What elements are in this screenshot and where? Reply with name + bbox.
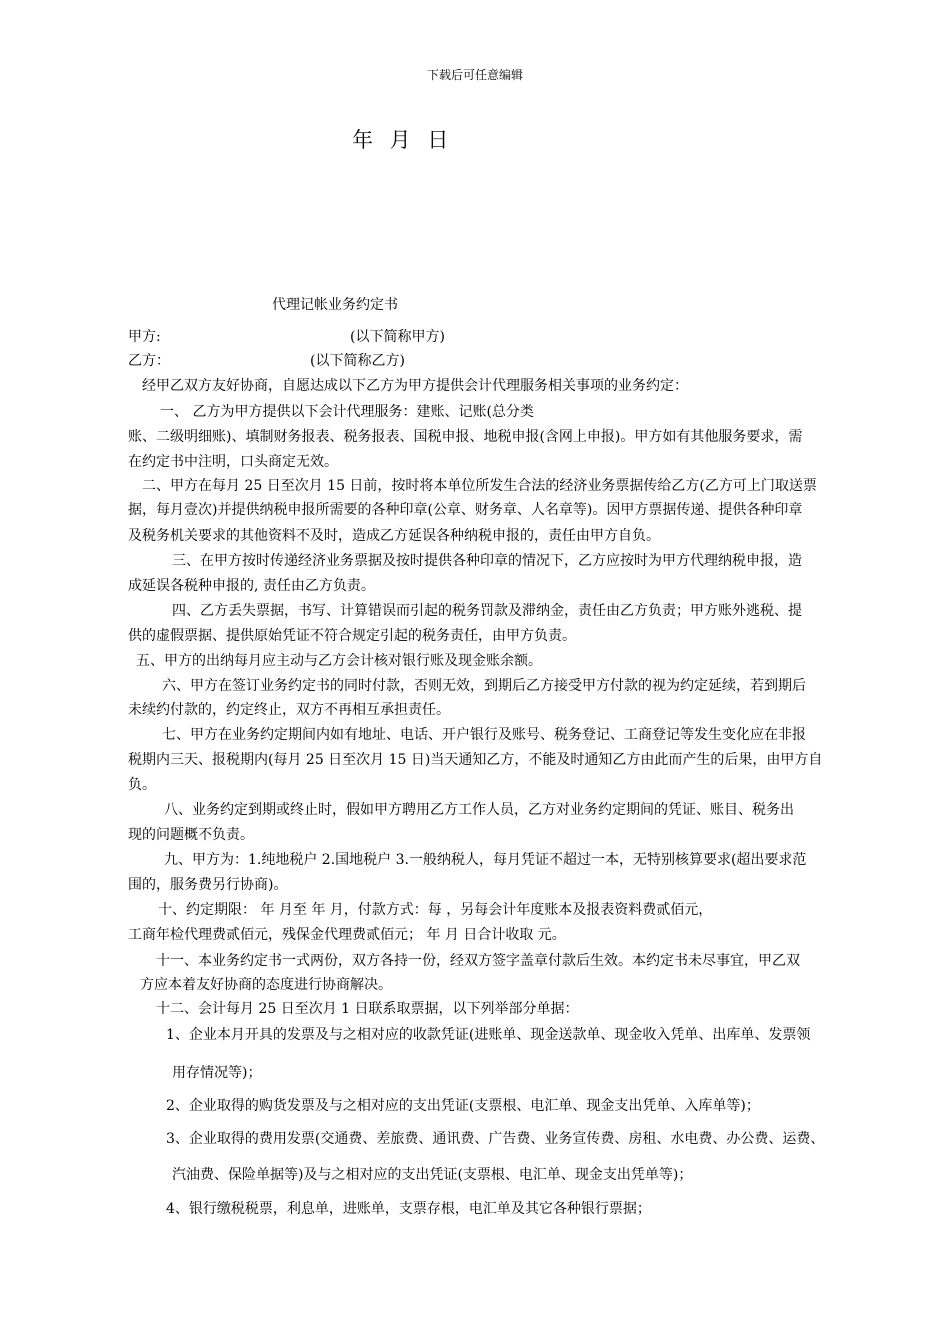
clause-7-line-2: 税期内三天、报税期内(每月 25 日至次月 15 日)当天通知乙方，不能及时通知乙方由此而产生的后果，由甲方自 [128,752,823,768]
party-b-label: 乙方： [128,353,170,369]
item-4: 4、银行缴税税票，利息单，进账单，支票存根，电汇单及其它各种银行票据； [166,1201,651,1217]
clause-7-line-3: 负。 [128,777,156,793]
clause-8-line-2: 现的问题概不负责。 [128,827,254,843]
party-a-note: (以下简称甲方) [350,329,445,345]
item-1-line-2: 用存情况等)； [172,1065,262,1081]
clause-6-line-2: 未续约付款的，约定终止，双方不再相互承担责任。 [128,702,450,718]
clause-11-line-2: 方应本着友好协商的态度进行协商解决。 [140,977,392,993]
clause-3-line-2: 成延误各税种申报的, 责任由乙方负责。 [128,578,375,594]
clause-10-line-1: 十、约定期限： 年 月至 年 月，付款方式：每 ，另每会计年度账本及报表资料费贰佰元， [158,902,713,918]
clause-11-line-1: 十一、本业务约定书一式两份，双方各持一份，经双方签字盖章付款后生效。本约定书未尽事宜，甲乙双 [156,953,800,969]
clause-6-line-1: 六、甲方在签订业务约定书的同时付款，否则无效，到期后乙方接受甲方付款的视为约定延续，若到期后 [162,678,806,694]
clause-4-line-1: 四、乙方丢失票据，书写、计算错误而引起的税务罚款及滞纳金，责任由乙方负责；甲方账外逃税、提 [172,603,802,619]
clause-10-line-2: 工商年检代理费贰佰元，残保金代理费贰佰元； 年 月 日合计收取 元。 [128,927,566,943]
clause-4-line-2: 供的虚假票据、提供原始凭证不符合规定引起的税务责任，由甲方负责。 [128,628,576,644]
document-title: 代理记帐业务约定书 [272,297,398,313]
clause-3-line-1: 三、在甲方按时传递经济业务票据及按时提供各种印章的情况下，乙方应按时为甲方代理纳税申报，造 [172,553,802,569]
clause-9-line-1: 九、甲方为：1.纯地税户 2.国地税户 3.一般纳税人，每月凭证不超过一本，无特别核算要求(超出要求范 [164,852,807,868]
clause-9-line-2: 围的，服务费另行协商)。 [128,877,288,893]
item-1-line-1: 1、企业本月开具的发票及与之相对应的收款凭证(进账单、现金送款单、现金收入凭单、出库单、发票领 [166,1027,811,1043]
party-a-label: 甲方: [128,329,161,345]
clause-1-line-1: 一、 乙方为甲方提供以下会计代理服务：建账、记账(总分类 [160,404,534,420]
page-header-note: 下载后可任意编辑 [426,68,523,82]
clause-1-line-3: 在约定书中注明，口头商定无效。 [128,454,338,470]
clause-7-line-1: 七、甲方在业务约定期间内如有地址、电话、开户银行及账号、税务登记、工商登记等发生变化应在非报 [162,727,806,743]
party-b-note: (以下简称乙方) [310,353,405,369]
item-2: 2、企业取得的购货发票及与之相对应的支出凭证(支票根、电汇单、现金支出凭单、入库单等)； [166,1098,760,1114]
item-3-line-2: 汽油费、保险单据等)及与之相对应的支出凭证(支票根、电汇单、现金支出凭单等)； [172,1167,693,1183]
clause-1-line-2: 账、二级明细账)、填制财务报表、税务报表、国税申报、地税申报(含网上申报)。甲方如有其他服务要求，需 [128,429,803,445]
clause-12: 十二、会计每月 25 日至次月 1 日联系取票据，以下列举部分单据： [156,1001,579,1017]
clause-5: 五、甲方的出纳每月应主动与乙方会计核对银行账及现金账余额。 [136,653,542,669]
clause-8-line-1: 八、业务约定到期或终止时，假如甲方聘用乙方工作人员，乙方对业务约定期间的凭证、账目、税务出 [164,802,794,818]
date-line: 年 月 日 [352,128,451,152]
item-3-line-1: 3、企业取得的费用发票(交通费、差旅费、通讯费、广告费、业务宣传费、房租、水电费、办公费、运费、 [166,1131,825,1147]
clause-2-line-1: 二、甲方在每月 25 日至次月 15 日前，按时将本单位所发生合法的经济业务票据传给乙方(乙方可上门取送票 [142,478,817,494]
intro-paragraph: 经甲乙双方友好协商，自愿达成以下乙方为甲方提供会计代理服务相关事项的业务约定： [142,378,688,394]
clause-2-line-3: 及税务机关要求的其他资料不及时，造成乙方延误各种纳税申报的，责任由甲方自负。 [128,528,660,544]
clause-2-line-2: 据，每月壹次)并提供纳税申报所需要的各种印章(公章、财务章、人名章等)。因甲方票据传递、提供各种印章 [128,502,803,518]
